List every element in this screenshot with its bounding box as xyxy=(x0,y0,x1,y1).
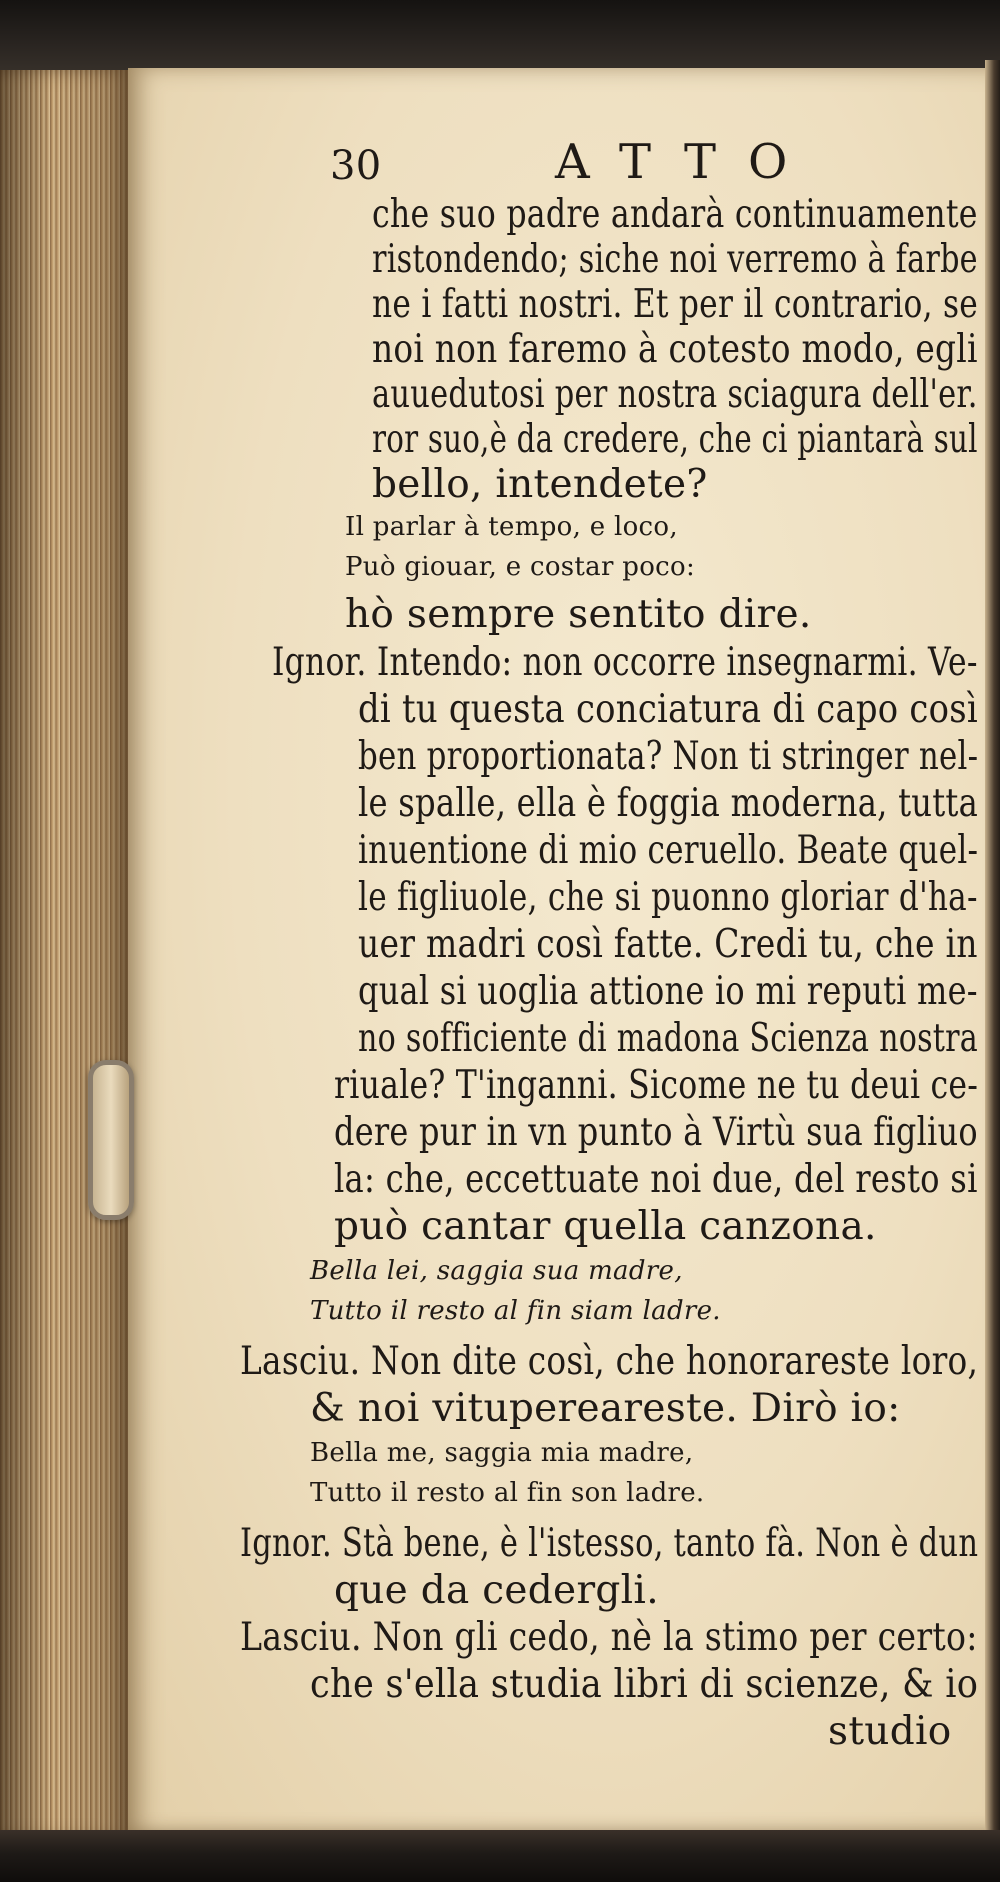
text-line: ror suo,è da credere, che ci piantarà sul xyxy=(372,417,978,462)
text-line: ristondendo; siche noi verremo à farbe xyxy=(372,237,978,282)
speech-lasciu: Lasciu. Non gli cedo, nè la stimo per certo: xyxy=(240,1615,978,1660)
text-line: le spalle, ella è foggia moderna, tutta xyxy=(358,781,979,826)
text-line: ben proportionata? Non ti stringer nel- xyxy=(358,734,979,779)
text-line: que da cedergli. xyxy=(334,1568,659,1613)
text-line: di tu questa conciatura di capo così xyxy=(358,687,978,732)
verse-line: Bella lei, saggia sua madre, xyxy=(310,1256,683,1286)
text-line: hò sempre sentito dire. xyxy=(345,592,812,637)
page-number: 30 xyxy=(330,143,382,189)
text-line: uer madri così fatte. Credi tu, che in xyxy=(358,922,978,967)
text-line: la: che, eccettuate noi due, del resto si xyxy=(334,1157,978,1202)
text-line: che suo padre andarà continuamente xyxy=(372,192,978,237)
verse-line: Tutto il resto al fin siam ladre. xyxy=(310,1296,721,1326)
text-line: ne i fatti nostri. Et per il contrario, se xyxy=(372,282,979,327)
verse-line: Bella me, saggia mia madre, xyxy=(310,1438,694,1468)
text-line: & noi vitupereareste. Dirò io: xyxy=(310,1386,901,1431)
verse-line: Può giouar, e costar poco: xyxy=(345,552,696,582)
speech-lasciu: Lasciu. Non dite così, che honorareste loro, xyxy=(240,1339,979,1384)
text-line: auuedutosi per nostra sciagura dell'er. xyxy=(372,372,978,417)
running-title: ATTO xyxy=(555,134,820,190)
speech-ignor: Ignor. Intendo: non occorre insegnarmi. Ve- xyxy=(272,640,978,685)
speech-ignor: Ignor. Stà bene, è l'istesso, tanto fà. Non è dun xyxy=(240,1521,979,1566)
text-line: può cantar quella canzona. xyxy=(334,1204,877,1249)
text-line: che s'ella studia libri di scienze, & io xyxy=(310,1662,979,1707)
verse-line: Tutto il resto al fin son ladre. xyxy=(310,1478,705,1508)
text-line: noi non faremo à cotesto modo, egli xyxy=(372,327,978,372)
text-line: riuale? T'inganni. Sicome ne tu deui ce- xyxy=(334,1063,979,1108)
text-line: qual si uoglia attione io mi reputi me- xyxy=(358,969,978,1014)
text-line: dere pur in vn punto à Virtù sua figliuo xyxy=(334,1110,978,1155)
catchword: studio xyxy=(828,1709,952,1754)
text-line: no sofficiente di madona Scienza nostra xyxy=(358,1016,979,1061)
text-line: bello, intendete? xyxy=(372,462,708,507)
text-line: le figliuole, che si puonno gloriar d'ha- xyxy=(358,875,978,920)
verse-line: Il parlar à tempo, e loco, xyxy=(345,512,678,542)
text-line: inuentione di mio ceruello. Beate quel- xyxy=(358,828,979,873)
